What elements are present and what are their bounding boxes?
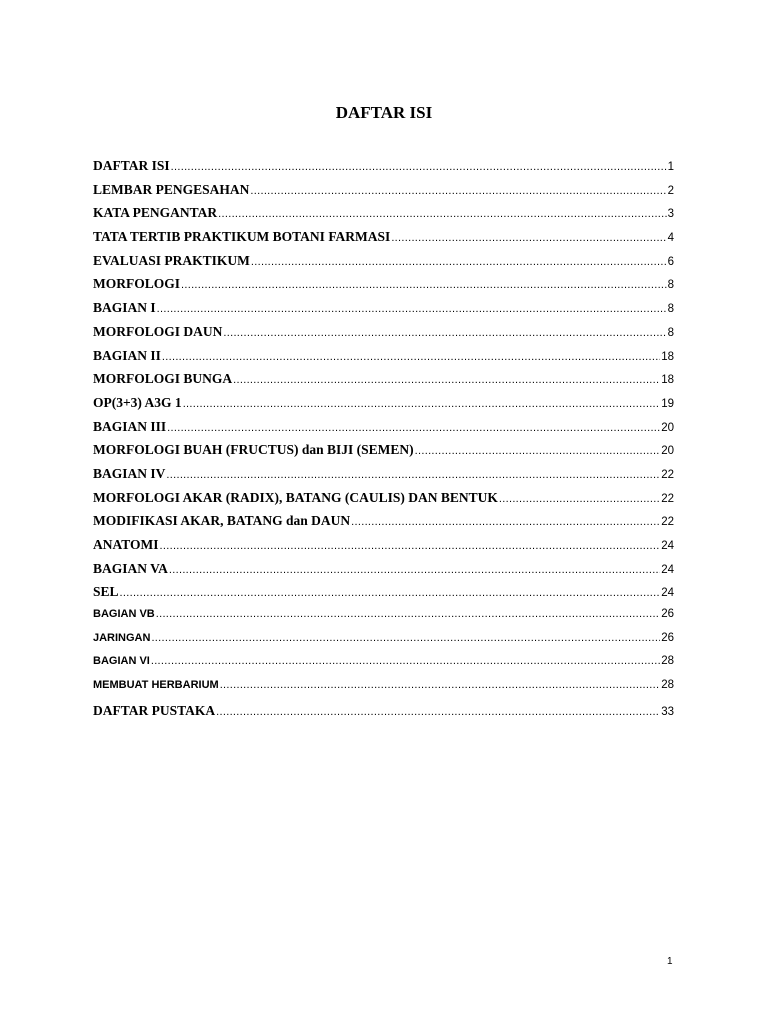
toc-entry[interactable] bbox=[93, 513, 674, 537]
dot-leader bbox=[223, 327, 666, 339]
dot-leader bbox=[251, 256, 667, 268]
toc-entry-label: KATA PENGANTAR bbox=[93, 205, 218, 221]
toc-entry[interactable] bbox=[93, 324, 674, 348]
toc-entry-label: BAGIAN III bbox=[93, 418, 167, 434]
dot-leader bbox=[157, 303, 667, 315]
toc-entry[interactable] bbox=[93, 371, 674, 395]
page-title: DAFTAR ISI bbox=[335, 103, 433, 122]
dot-leader bbox=[169, 564, 660, 576]
toc-entry-label: BAGIAN II bbox=[93, 347, 161, 363]
dot-leader bbox=[166, 469, 660, 481]
toc-entry-page: 22 bbox=[661, 492, 674, 505]
toc-entry-label: MORFOLOGI BUAH (FRUCTUS) dan BIJI (SEMEN) bbox=[93, 442, 414, 458]
toc-entry[interactable] bbox=[93, 442, 674, 466]
toc-entry[interactable] bbox=[93, 703, 674, 727]
toc-entry-page: 4 bbox=[667, 232, 674, 245]
toc-entry-page: 18 bbox=[661, 350, 674, 363]
toc-entry[interactable] bbox=[93, 655, 674, 679]
toc-entry-page: 3 bbox=[667, 208, 674, 221]
toc-entry-page: 26 bbox=[661, 631, 674, 644]
toc-entry-label: BAGIAN I bbox=[93, 300, 156, 316]
toc-entry[interactable] bbox=[93, 466, 674, 490]
toc-entry[interactable] bbox=[93, 419, 674, 443]
toc-entry[interactable] bbox=[93, 632, 674, 656]
dot-leader bbox=[151, 632, 660, 644]
dot-leader bbox=[415, 445, 661, 457]
dot-leader bbox=[218, 208, 666, 220]
toc-entry-page: 8 bbox=[667, 303, 674, 316]
toc-entry-page: 33 bbox=[661, 705, 674, 718]
toc-entry-page: 24 bbox=[661, 563, 674, 576]
toc-entry-label: BAGIAN VB bbox=[93, 608, 155, 621]
toc-entry-label: DAFTAR PUSTAKA bbox=[93, 702, 216, 718]
toc-entry-label: LEMBAR PENGESAHAN bbox=[93, 181, 250, 197]
toc-entry-page: 6 bbox=[667, 255, 674, 268]
dot-leader bbox=[151, 655, 660, 667]
toc-entry-page: 20 bbox=[661, 421, 674, 434]
toc-entry[interactable] bbox=[93, 608, 674, 632]
toc-entry-label: EVALUASI PRAKTIKUM bbox=[93, 252, 250, 268]
toc-entry-label: MEMBUAT HERBARIUM bbox=[93, 679, 219, 692]
toc-entry-page: 26 bbox=[661, 608, 674, 621]
table-of-contents bbox=[93, 158, 674, 727]
dot-leader bbox=[220, 679, 661, 691]
toc-entry-label: MORFOLOGI AKAR (RADIX), BATANG (CAULIS) DAN BENTUK bbox=[93, 489, 498, 505]
dot-leader bbox=[499, 493, 660, 505]
toc-entry-label: BAGIAN VI bbox=[93, 655, 150, 668]
toc-entry-page: 2 bbox=[667, 184, 674, 197]
dot-leader bbox=[181, 279, 667, 291]
toc-entry[interactable] bbox=[93, 348, 674, 372]
toc-entry[interactable] bbox=[93, 205, 674, 229]
toc-entry[interactable] bbox=[93, 561, 674, 585]
toc-entry-page: 22 bbox=[661, 468, 674, 481]
toc-entry[interactable] bbox=[93, 300, 674, 324]
dot-leader bbox=[233, 374, 660, 386]
toc-entry[interactable] bbox=[93, 276, 674, 300]
toc-entry[interactable] bbox=[93, 182, 674, 206]
toc-entry-label: DAFTAR ISI bbox=[93, 158, 170, 173]
dot-leader bbox=[156, 608, 660, 620]
dot-leader bbox=[162, 351, 660, 363]
toc-entry[interactable] bbox=[93, 537, 674, 561]
toc-entry-label: MORFOLOGI DAUN bbox=[93, 323, 223, 339]
page-number: 1 bbox=[667, 956, 673, 967]
dot-leader bbox=[120, 587, 661, 599]
toc-entry-label: BAGIAN IV bbox=[93, 465, 166, 481]
dot-leader bbox=[216, 706, 660, 718]
toc-entry-label: TATA TERTIB PRAKTIKUM BOTANI FARMASI bbox=[93, 229, 391, 245]
toc-entry[interactable] bbox=[93, 490, 674, 514]
dot-leader bbox=[351, 516, 660, 528]
toc-entry[interactable] bbox=[93, 679, 674, 703]
dot-leader bbox=[183, 398, 661, 410]
toc-entry-page: 8 bbox=[667, 279, 674, 292]
toc-entry[interactable] bbox=[93, 158, 674, 182]
toc-entry-label: JARINGAN bbox=[93, 631, 151, 644]
toc-entry-page: 20 bbox=[661, 445, 674, 458]
toc-entry-label: OP(3+3) A3G 1 bbox=[93, 394, 182, 410]
dot-leader bbox=[391, 232, 666, 244]
toc-entry[interactable] bbox=[93, 395, 674, 419]
toc-entry-page: 1 bbox=[667, 161, 674, 173]
dot-leader bbox=[160, 540, 661, 552]
dot-leader bbox=[250, 185, 666, 197]
toc-entry-page: 24 bbox=[661, 587, 674, 600]
dot-leader bbox=[171, 161, 667, 173]
toc-entry[interactable] bbox=[93, 253, 674, 277]
toc-entry-label: MODIFIKASI AKAR, BATANG dan DAUN bbox=[93, 513, 351, 529]
dot-leader bbox=[167, 422, 660, 434]
toc-entry-label: SEL bbox=[93, 584, 119, 600]
toc-entry[interactable] bbox=[93, 229, 674, 253]
toc-entry-label: MORFOLOGI BUNGA bbox=[93, 371, 233, 387]
toc-entry-page: 28 bbox=[661, 655, 674, 668]
toc-entry-page: 19 bbox=[661, 397, 674, 410]
toc-entry-page: 18 bbox=[661, 374, 674, 387]
toc-entry-label: ANATOMI bbox=[93, 537, 159, 552]
toc-entry-page: 22 bbox=[661, 516, 674, 529]
toc-entry-page: 8 bbox=[667, 326, 674, 339]
toc-entry[interactable] bbox=[93, 584, 674, 608]
toc-entry-page: 24 bbox=[661, 540, 674, 552]
toc-entry-page: 28 bbox=[661, 679, 674, 692]
toc-entry-label: BAGIAN VA bbox=[93, 560, 168, 576]
toc-entry-label: MORFOLOGI bbox=[93, 276, 180, 292]
